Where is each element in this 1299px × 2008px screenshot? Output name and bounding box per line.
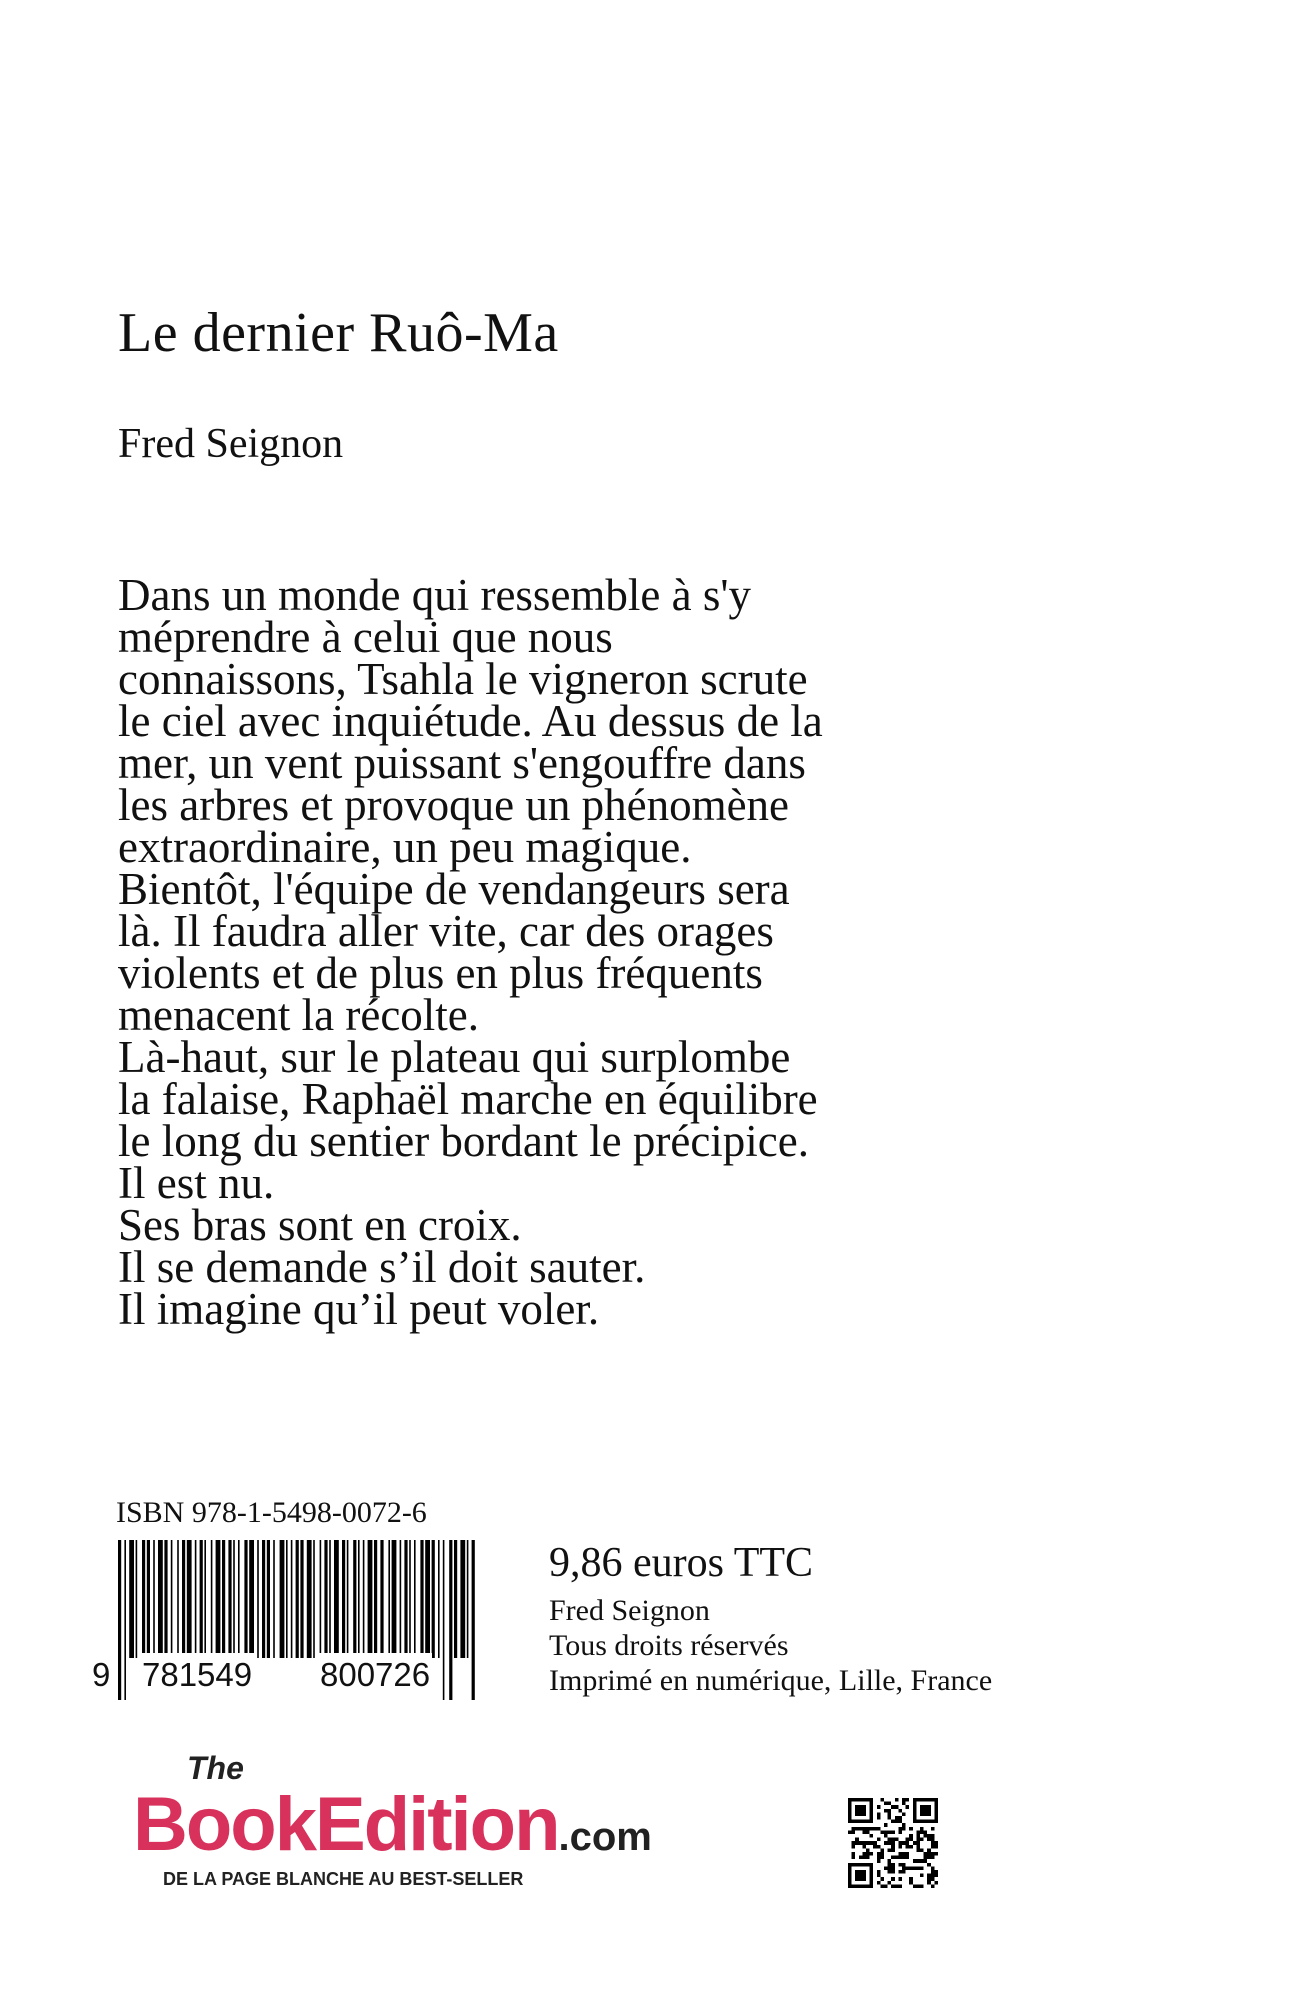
blurb-line: menacent la récolte. <box>118 990 480 1040</box>
blurb-line: les arbres et provoque un phénomène <box>118 780 790 830</box>
blurb-line: extraordinaire, un peu magique. <box>118 822 692 872</box>
blurb-line: connaissons, Tsahla le vigneron scrute <box>118 654 808 704</box>
printing-notice: Imprimé en numérique, Lille, France <box>549 1664 993 1697</box>
blurb-line: Bientôt, l'équipe de vendangeurs sera <box>118 864 790 914</box>
back-cover-blurb <box>118 570 1198 1334</box>
copyright-author: Fred Seignon <box>549 1594 710 1627</box>
barcode-digit-group-2: 800726 <box>318 1653 432 1697</box>
blurb-line: Ses bras sont en croix. <box>118 1200 522 1250</box>
book-title: Le dernier Ruô-Ma <box>118 302 559 364</box>
blurb-line: le long du sentier bordant le précipice. <box>118 1116 809 1166</box>
logo-domain: .com <box>558 1815 652 1859</box>
barcode-digit-group-1: 781549 <box>140 1653 254 1697</box>
blurb-line: Dans un monde qui ressemble à s'y <box>118 570 751 620</box>
price: 9,86 euros TTC <box>549 1540 814 1586</box>
barcode-digits <box>92 1653 486 1697</box>
blurb-line: méprendre à celui que nous <box>118 612 613 662</box>
logo-tagline: DE LA PAGE BLANCHE AU BEST-SELLER <box>163 1869 524 1889</box>
qr-code-icon <box>848 1798 938 1888</box>
book-author: Fred Seignon <box>118 421 344 467</box>
blurb-line: Il se demande s’il doit sauter. <box>118 1242 646 1292</box>
blurb-line: Là-haut, sur le plateau qui surplombe <box>118 1032 791 1082</box>
isbn-label: ISBN 978-1-5498-0072-6 <box>116 1496 427 1529</box>
blurb-line: violents et de plus en plus fréquents <box>118 948 763 998</box>
blurb-line: le ciel avec inquiétude. Au dessus de la <box>118 696 823 746</box>
blurb-line: là. Il faudra aller vite, car des orages <box>118 906 774 956</box>
logo-the: The <box>187 1750 244 1786</box>
publisher-logo <box>133 1745 713 1895</box>
rights-notice: Tous droits réservés <box>549 1629 789 1662</box>
blurb-line: la falaise, Raphaël marche en équilibre <box>118 1074 818 1124</box>
svg-text:BookEdition.com <box>133 1782 652 1867</box>
blurb-line: Il est nu. <box>118 1158 275 1208</box>
blurb-line: mer, un vent puissant s'engouffre dans <box>118 738 806 788</box>
barcode-digit-first: 9 <box>90 1653 112 1697</box>
blurb-line: Il imagine qu’il peut voler. <box>118 1284 600 1334</box>
logo-main: BookEdition <box>133 1782 559 1867</box>
